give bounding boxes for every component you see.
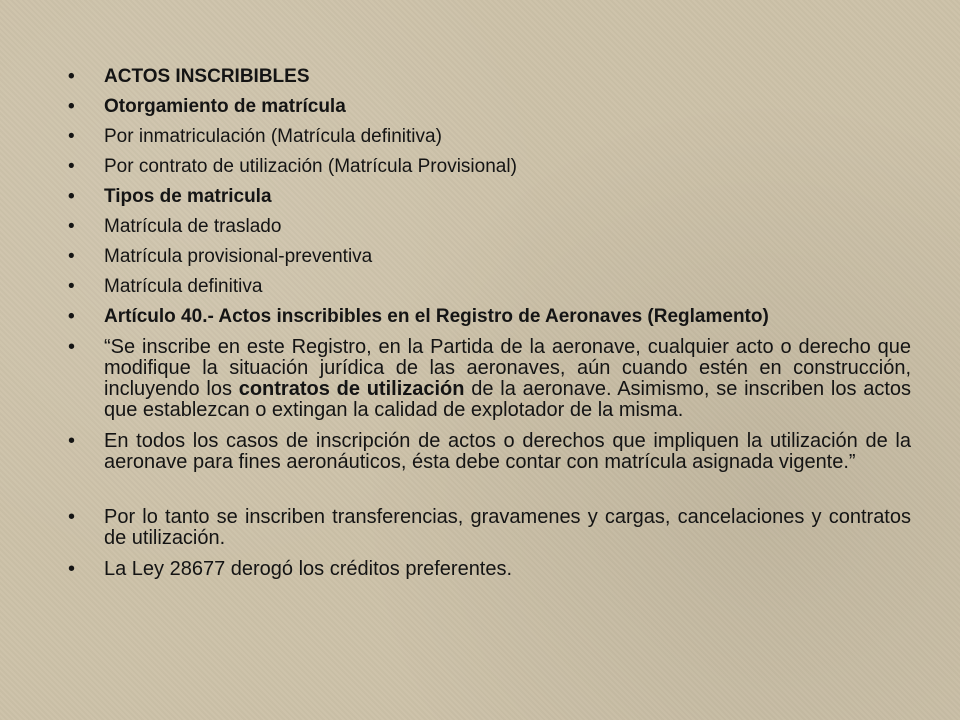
item-text: Por lo tanto se inscriben transferencias, gravamenes y cargas, cancelaciones y contratos de utilización. <box>104 506 911 549</box>
bullet-icon: • <box>68 506 76 528</box>
item-text: Matrícula provisional-preventiva <box>104 246 373 267</box>
bullet-list <box>68 67 911 590</box>
quote-part-1: “Se inscribe en este Registro, en la Partida de la aeronave, cualquier acto o derecho que modifique la situación jurídica de las aeronaves, aún cuando estén en construcción, incluyendo los <box>104 336 911 400</box>
list-item <box>68 97 911 117</box>
item-text: Por contrato de utilización (Matrícula Provisional) <box>104 156 517 177</box>
bullet-icon: • <box>68 126 75 147</box>
list-item <box>68 217 911 237</box>
list-item <box>68 247 911 267</box>
list-item <box>68 507 911 549</box>
list-item <box>68 307 911 327</box>
list-item <box>68 127 911 147</box>
bullet-icon: • <box>68 276 75 297</box>
item-text: En todos los casos de inscripción de actos o derechos que impliquen la utilización de la aeronave para fines aeronáuticos, ésta debe contar con matrícula asignada vigente.” <box>104 430 911 473</box>
bullet-icon: • <box>68 216 75 237</box>
item-text: La Ley 28677 derogó los créditos preferentes. <box>104 558 513 580</box>
list-item <box>68 67 911 87</box>
list-item <box>68 559 911 580</box>
bullet-icon: • <box>68 156 75 177</box>
list-item <box>68 337 911 421</box>
bullet-icon: • <box>68 430 76 452</box>
item-text: Artículo 40.- Actos inscribibles en el Registro de Aeronaves (Reglamento) <box>104 306 769 327</box>
item-text: Otorgamiento de matrícula <box>104 96 346 117</box>
bullet-icon: • <box>68 96 75 117</box>
item-text: Por inmatriculación (Matrícula definitiva) <box>104 126 442 147</box>
item-text: Matrícula definitiva <box>104 276 263 297</box>
bullet-icon: • <box>68 306 75 327</box>
quote-bold-phrase: contratos de utilización <box>238 378 465 400</box>
item-text: Tipos de matricula <box>104 186 272 207</box>
bullet-icon: • <box>68 186 75 207</box>
item-text: Matrícula de traslado <box>104 216 282 237</box>
list-item <box>68 431 911 473</box>
item-text <box>104 336 911 421</box>
bullet-icon: • <box>68 246 75 267</box>
list-item <box>68 187 911 207</box>
list-item <box>68 277 911 297</box>
bullet-icon: • <box>68 66 75 87</box>
list-item <box>68 157 911 177</box>
bullet-icon: • <box>68 558 76 580</box>
quote-part-2: de la aeronave. Asimismo, se inscriben los actos que establezcan o extingan la calidad de explotador de la misma. <box>104 378 912 421</box>
item-text: ACTOS INSCRIBIBLES <box>104 66 310 87</box>
bullet-icon: • <box>68 336 76 358</box>
